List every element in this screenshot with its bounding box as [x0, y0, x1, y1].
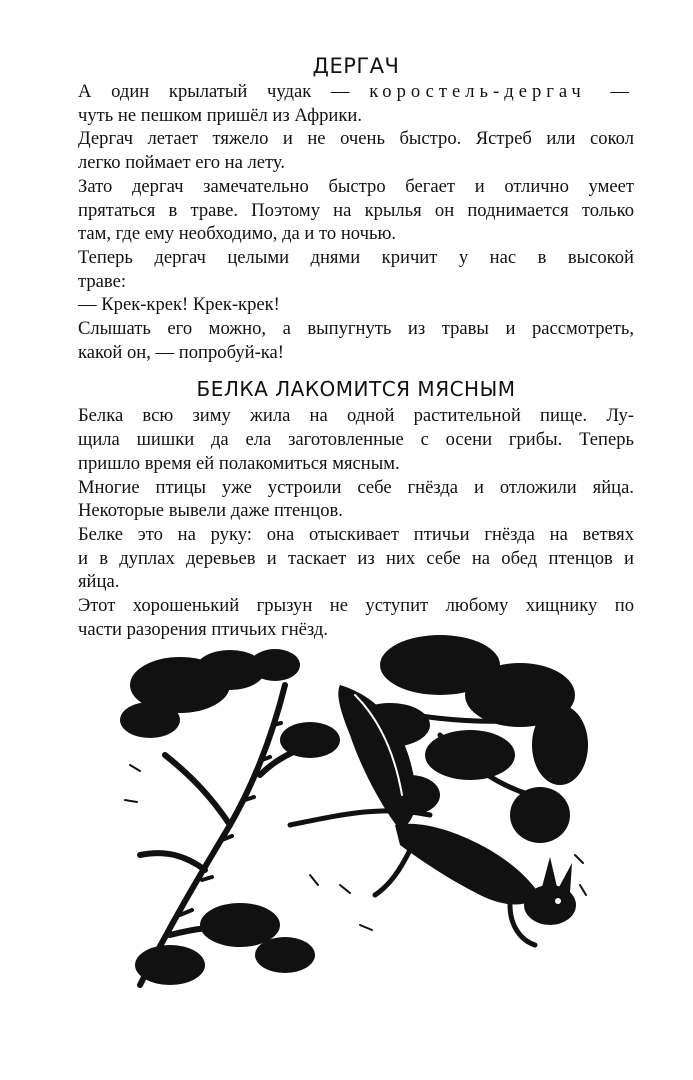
text-line: части разорения птичьих гнёзд.: [78, 618, 329, 640]
text-line: — Крек-крек! Крек-крек!: [78, 294, 280, 316]
text-line: Зато дергач замечательно быстро бегает и отлично умеет: [78, 175, 634, 197]
text-line: пришло время ей полакомиться мясным.: [78, 452, 400, 474]
text-line: прятаться в траве. Поэтому на крылья он поднимается только: [78, 199, 634, 221]
paragraph: [78, 80, 634, 127]
text-span: А один крылатый чудак —: [78, 81, 370, 102]
paragraph: [78, 293, 634, 317]
foliage-left: [120, 649, 340, 985]
spaced-text: коростель-дергач —: [369, 81, 634, 102]
text-line: Слышать его можно, а выпугнуть из травы и рассмотреть,: [78, 318, 634, 340]
paragraph: [78, 317, 634, 364]
text-line: [78, 80, 634, 104]
paragraph: [78, 246, 634, 293]
text-line: Белке это на руку: она отыскивает птичьи гнёзда на ветвях: [78, 523, 634, 545]
text-line: чуть не пешком пришёл из Африки.: [78, 104, 363, 126]
text-line: какой он, — попробуй-ка!: [78, 341, 284, 363]
text-line: Этот хорошенький грызун не уступит любому хищнику по: [78, 595, 634, 617]
section-title-belka: БЕЛКА ЛАКОМИТСЯ МЯСНЫМ: [196, 377, 516, 402]
paragraph: [78, 175, 634, 246]
text-line: там, где ему необходимо, да и то ночью.: [78, 223, 396, 245]
section-title-dergach: ДЕРГАЧ: [312, 54, 400, 78]
squirrel-illustration: [110, 625, 590, 995]
text-line: траве:: [78, 270, 126, 292]
text-line: Белка всю зиму жила на одной растительной пище. Лу-: [78, 405, 634, 427]
text-line: Многие птицы уже устроили себе гнёзда и отложили яйца.: [78, 476, 634, 498]
text-line: щила шишки да ела заготовленные с осени грибы. Теперь: [78, 429, 634, 451]
paragraph: [78, 523, 634, 594]
squirrel-eye: [555, 898, 561, 904]
text-column: [78, 52, 634, 641]
paragraph: [78, 476, 634, 523]
text-line: Некоторые вывели даже птенцов.: [78, 500, 343, 522]
text-line: Дергач летает тяжело и не очень быстро. Ястреб или сокол: [78, 128, 634, 150]
paragraph: [78, 127, 634, 174]
paragraph: [78, 404, 634, 475]
text-line: яйца.: [78, 571, 120, 593]
text-line: легко поймает его на лету.: [78, 152, 286, 174]
text-line: Теперь дергач целыми днями кричит у нас в высокой: [78, 246, 634, 268]
text-line: и в дуплах деревьев и таскает из них себе на обед птенцов и: [78, 547, 634, 569]
